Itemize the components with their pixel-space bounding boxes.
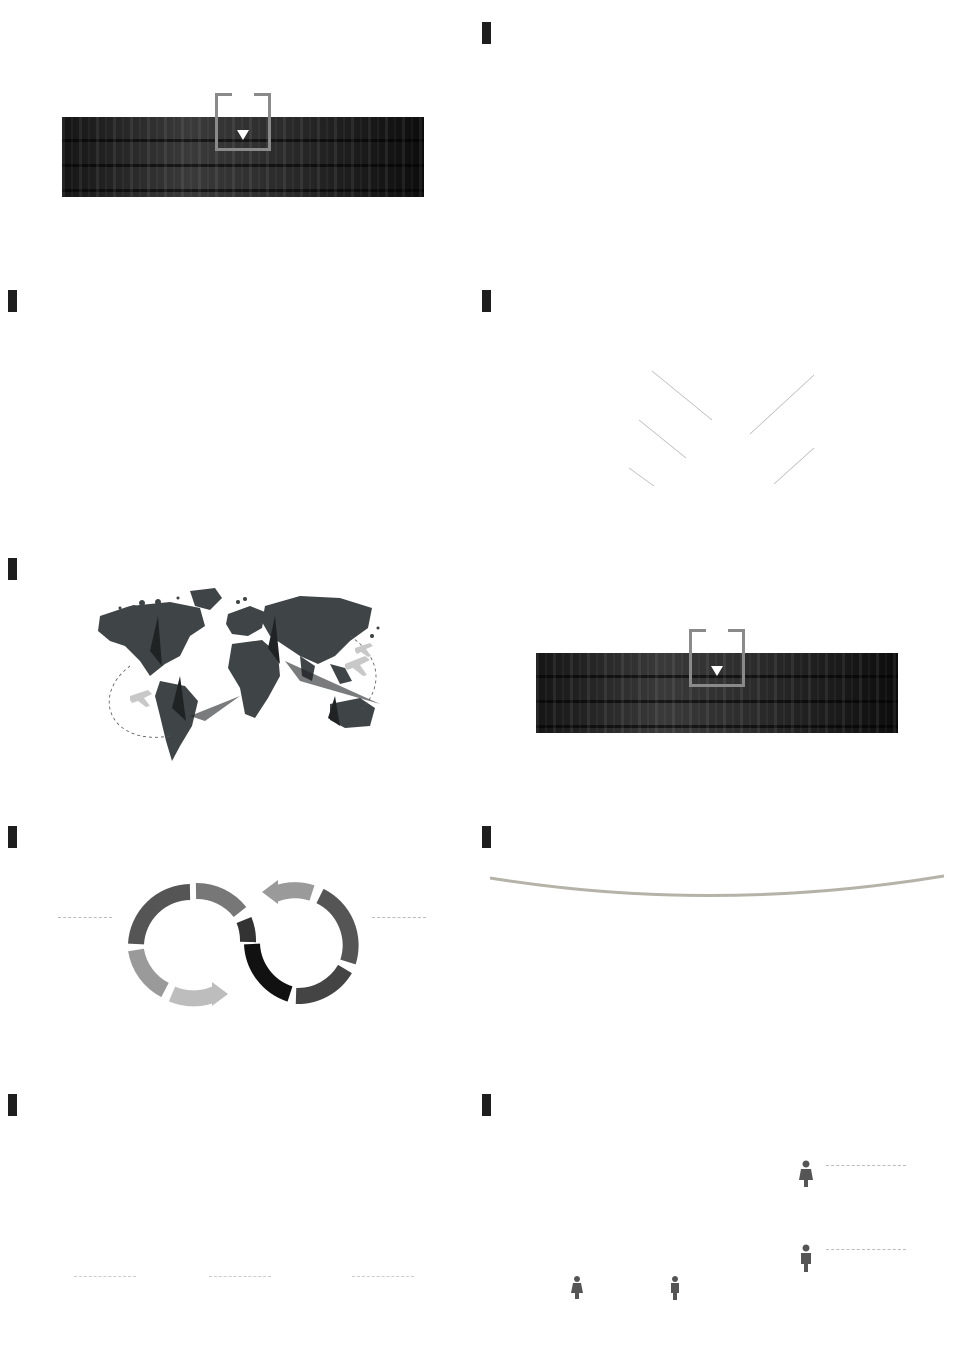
down-triangle-icon [711, 666, 723, 676]
rings-svg [474, 0, 960, 266]
drops-svg [474, 804, 960, 1070]
loops-svg [0, 804, 474, 1070]
female-icon-1 [571, 1276, 583, 1299]
pies-svg [0, 1072, 474, 1352]
people-svg [0, 268, 474, 534]
male-icon-1 [671, 1276, 679, 1300]
rope [490, 876, 944, 896]
slide-bar-chart [474, 1072, 960, 1352]
female-icon-2 [799, 1161, 813, 1188]
section-number-bracket [689, 629, 745, 687]
person-icons [571, 1161, 813, 1301]
peaks-svg [474, 268, 960, 534]
slide-peaks [474, 268, 960, 534]
bar-chart-svg [474, 1072, 960, 1352]
pie-3-caption [338, 1271, 428, 1280]
pie-2-caption [195, 1271, 285, 1280]
slide-rings [474, 0, 960, 266]
pie-1-caption [60, 1271, 150, 1280]
down-triangle-icon [237, 130, 249, 140]
world-map-icon [0, 536, 474, 802]
legend-item-1 [826, 1162, 906, 1169]
section-number-bracket [215, 93, 271, 151]
slide-divider-2 [0, 0, 474, 266]
slide-loops [0, 804, 474, 1070]
slide-pies [0, 1072, 474, 1352]
slide-world-map [0, 536, 474, 802]
male-icon-2 [801, 1245, 811, 1273]
legend-item-2 [826, 1246, 906, 1253]
slide-people-donut [0, 268, 474, 534]
slide-drops [474, 804, 960, 1070]
left-note [50, 912, 120, 920]
right-note [364, 912, 434, 920]
slide-divider-3 [474, 536, 960, 802]
